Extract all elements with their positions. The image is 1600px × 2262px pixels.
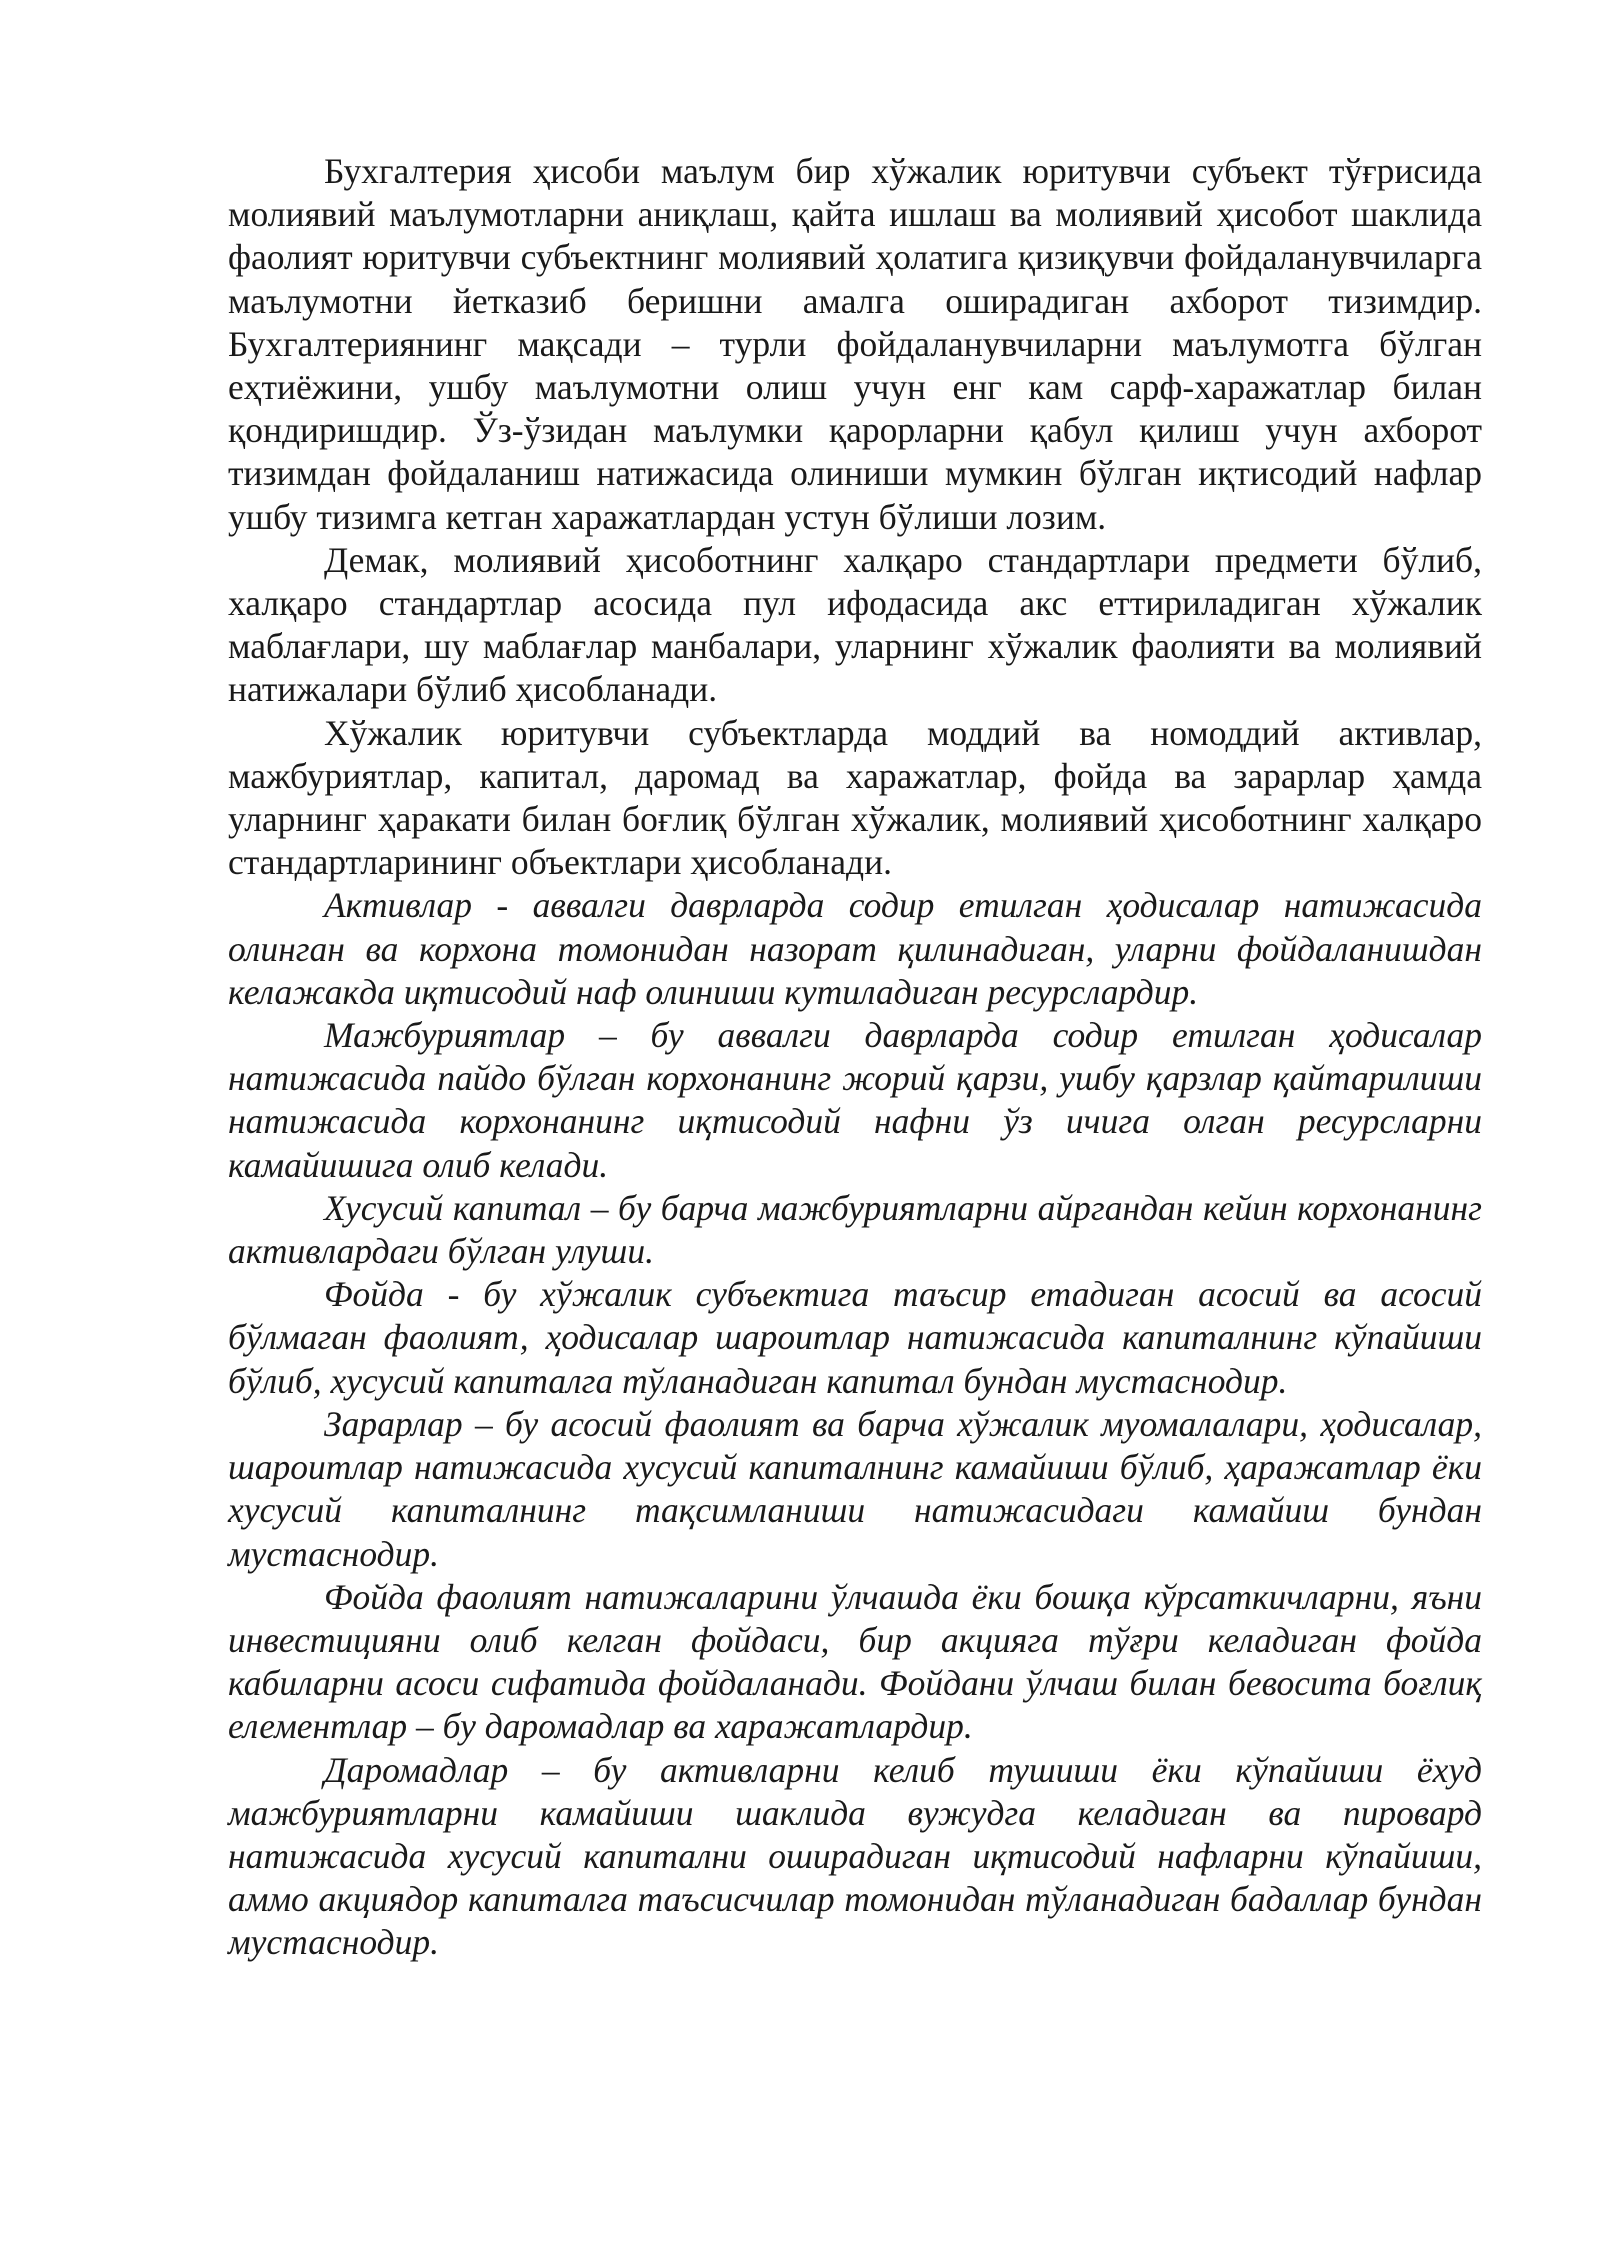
- paragraph-profit-definition: Фойда - бу хўжалик субъектига таъсир етадиган асосий ва асосий бўлмаган фаолият, ҳодисалар шароитлар натижасида капиталнинг кўпайиши бўлиб, хусусий капиталга тўланадиган капитал бундан мустаснодир.: [228, 1274, 1482, 1401]
- paragraph-equity-definition: Хусусий капитал – бу барча мажбуриятларни айргандан кейин корхонанинг активлардаги бўлган улуши.: [228, 1187, 1482, 1272]
- paragraph-losses-definition: Зарарлар – бу асосий фаолият ва барча хўжалик муомалалари, ҳодисалар, шароитлар натижасида хусусий капиталнинг камайиши бўлиб, ҳаражатлар ёки хусусий капиталнинг тақсимланиши натижасидаги камайиш бундан мустаснодир.: [228, 1403, 1482, 1574]
- paragraph-assets-definition: Активлар - аввалги даврларда содир етилган ҳодисалар натижасида олинган ва корхона томонидан назорат қилинадиган, уларни фойдаланишдан келажакда иқтисодий наф олиниши кутиладиган ресурслардир.: [228, 885, 1482, 1012]
- paragraph-accounting-definition: Бухгалтерия ҳисоби маълум бир хўжалик юритувчи субъект тўғрисида молиявий маълумотларни аниқлаш, қайта ишлаш ва молиявий ҳисобот шаклида фаолият юритувчи субъектнинг молиявий ҳолатига қизиқувчи фойдаланувчиларга маълумотни йетказиб беришни амалга оширадиган ахборот тизимдир. Бухгалтериянинг мақсади – турли фойдаланувчиларни маълумотга бўлган еҳтиёжини, ушбу маълумотни олиш учун енг кам сарф-харажатлар билан қондиришдир. Ўз-ўзидан маълумки қарорларни қабул қилиш учун ахборот тизимдан фойдаланиш натижасида олиниши мумкин бўлган иқтисодий нафлар ушбу тизимга кетган харажатлардан устун бўлиши лозим.: [228, 151, 1482, 537]
- paragraph-profit-measurement: Фойда фаолият натижаларини ўлчашда ёки бошқа кўрсаткичларни, яъни инвестицияни олиб келган фойдаси, бир акцияга тўғри келадиган фойда кабиларни асоси сифатида фойдаланади. Фойдани ўлчаш билан бевосита боғлиқ елементлар – бу даромадлар ва харажатлардир.: [228, 1576, 1482, 1747]
- paragraph-income-definition: Даромадлар – бу активларни келиб тушиши ёки кўпайиши ёхуд мажбуриятларни камайиши шаклида вужудга келадиган ва пировард натижасида хусусий капитални оширадиган иқтисодий нафларни кўпайиши, аммо акциядор капиталга таъсисчилар томонидан тўланадиган бадаллар бундан мустаснодир.: [228, 1749, 1482, 1963]
- paragraph-ifrs-subject: Демак, молиявий ҳисоботнинг халқаро стандартлари предмети бўлиб, халқаро стандартлар асосида пул ифодасида акс еттириладиган хўжалик маблағлари, шу маблағлар манбалари, уларнинг хўжалик фаолияти ва молиявий натижалари бўлиб ҳисобланади.: [228, 539, 1482, 710]
- paragraph-liabilities-definition: Мажбуриятлар – бу аввалги даврларда содир етилган ҳодисалар натижасида пайдо бўлган корхонанинг жорий қарзи, ушбу қарзлар қайтарилиши натижасида корхонанинг иқтисодий нафни ўз ичига олган ресурсларни камайишига олиб келади.: [228, 1015, 1482, 1185]
- document-page: [228, 150, 1482, 1965]
- paragraph-ifrs-objects: Хўжалик юритувчи субъектларда моддий ва номоддий активлар, мажбуриятлар, капитал, даромад ва харажатлар, фойда ва зарарлар ҳамда уларнинг ҳаракати билан боғлиқ бўлган хўжалик, молиявий ҳисоботнинг халқаро стандартларининг объектлари ҳисобланади.: [228, 712, 1482, 883]
